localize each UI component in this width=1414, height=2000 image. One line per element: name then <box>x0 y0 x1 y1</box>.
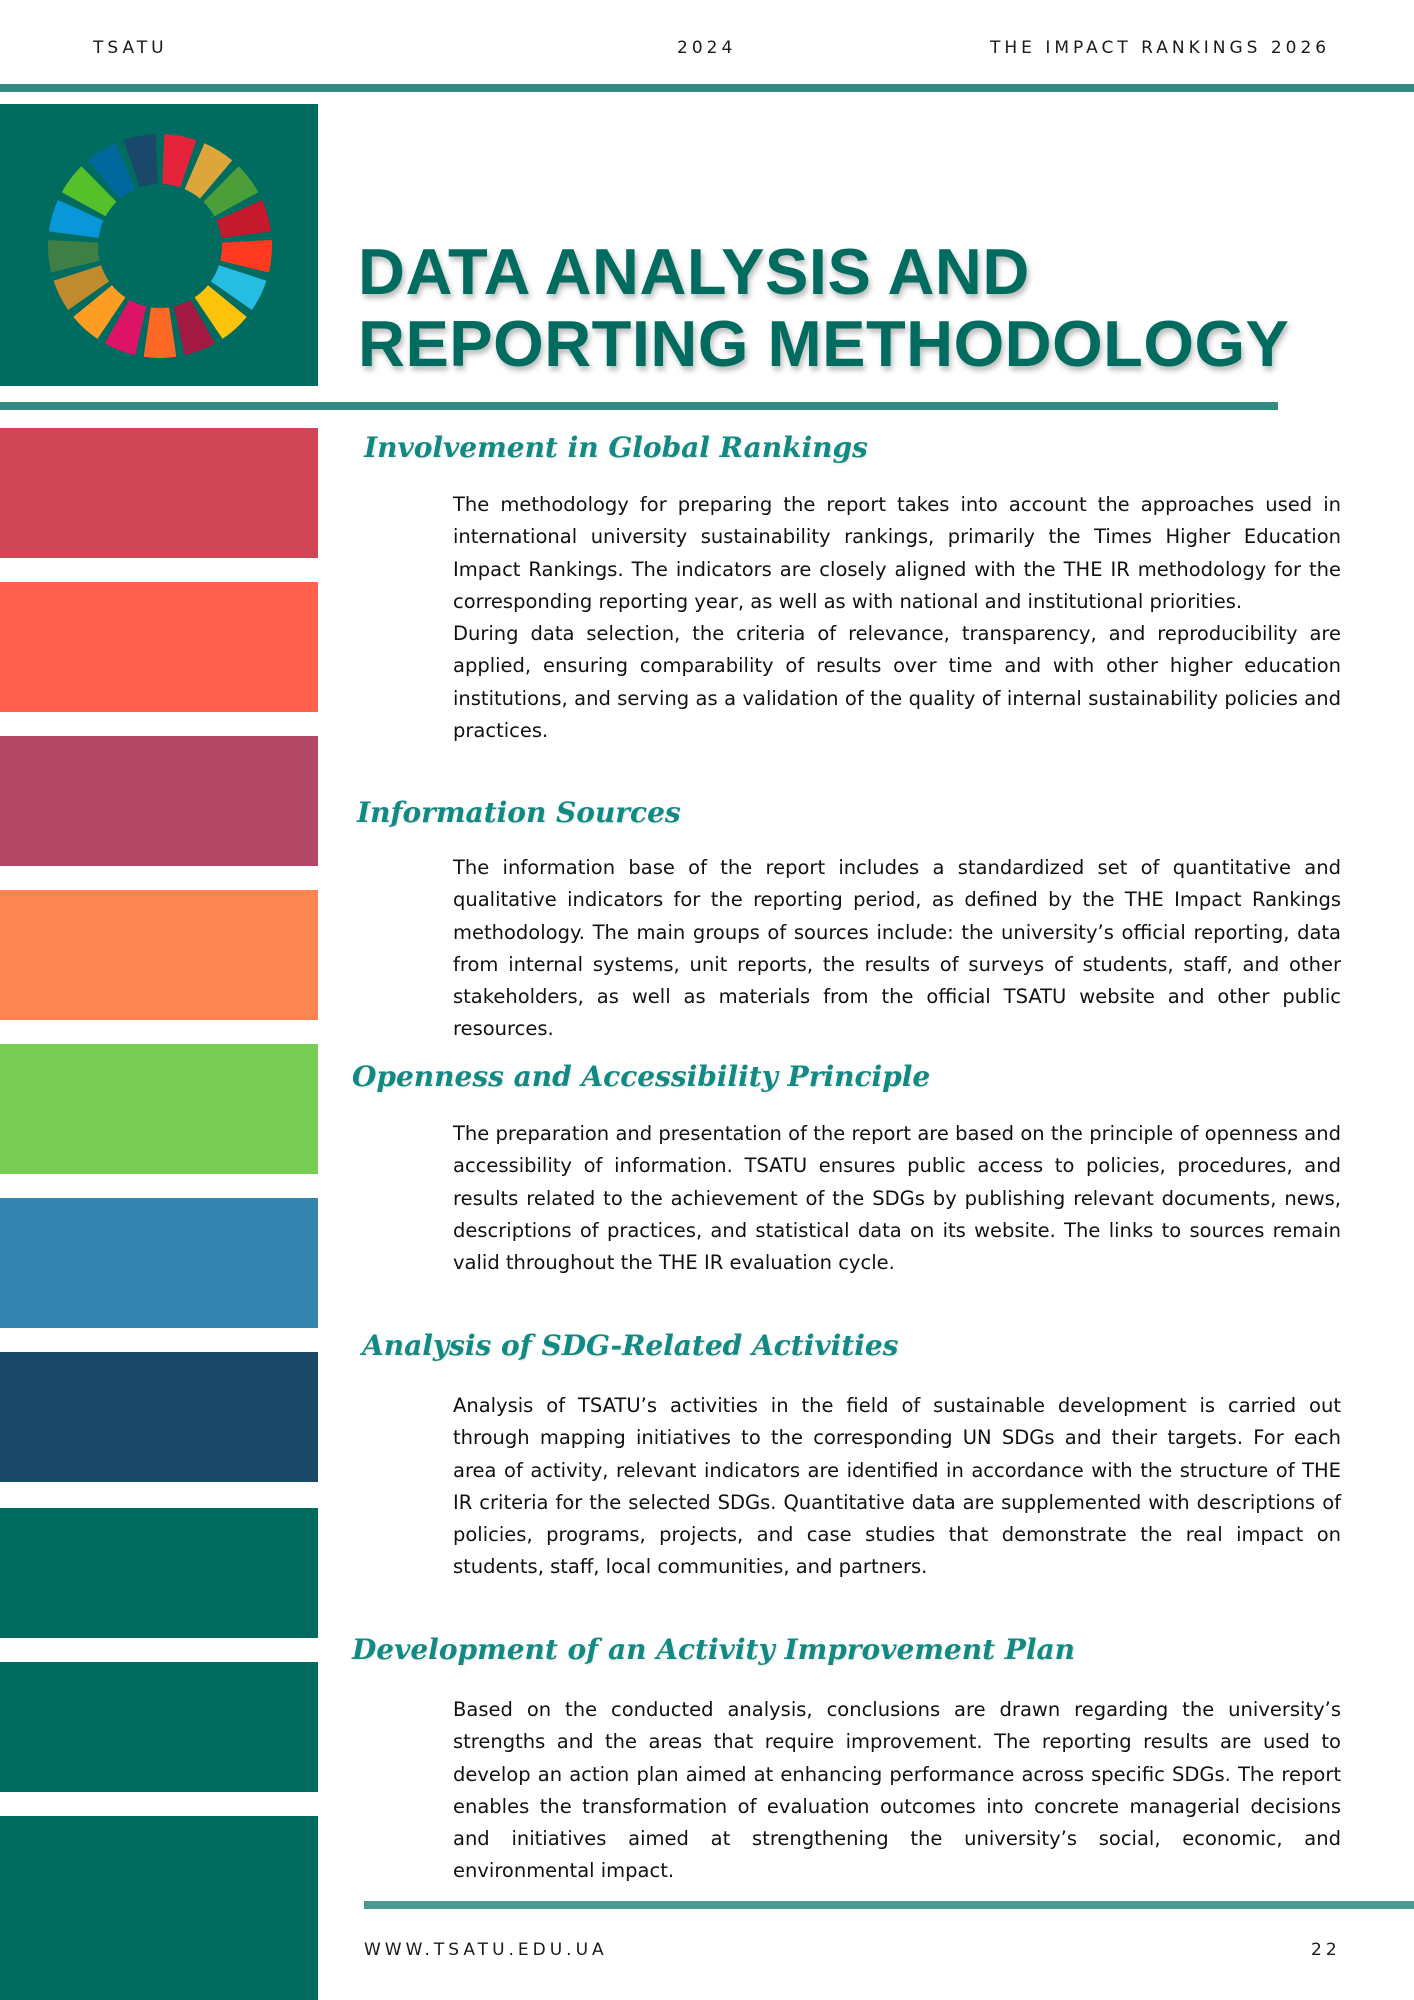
header-divider <box>0 84 1414 92</box>
section-heading-improvement-plan: Development of an Activity Improvement Plan <box>352 1633 1075 1666</box>
side-color-block <box>0 1508 318 1638</box>
paragraph: Based on the conducted analysis, conclusions are drawn regarding the university’s strengths and the areas that require improvement. The reporting results are used to develop an action plan aimed at enhancing performance across specific SDGs. The report enables the transformation of evaluation outcomes into concrete managerial decisions and initiatives aimed at strengthening the university’s social, economic, and environmental impact. <box>453 1698 1341 1883</box>
paragraph: During data selection, the criteria of relevance, transparency, and reproducibility are applied, ensuring comparability of results over time and with other higher education institutions, and serving as a validation of the quality of internal sustainability policies and practices. <box>453 622 1341 743</box>
side-color-block <box>0 1662 318 1792</box>
section-heading-global-rankings: Involvement in Global Rankings <box>364 431 868 464</box>
side-color-block <box>0 1198 318 1328</box>
paragraph: The information base of the report includes a standardized set of quantitative and qualitative indicators for the reporting period, as defined by the THE Impact Rankings methodology. The main groups of sources include: the university’s official reporting, data from internal systems, unit reports, the results of surveys of students, staff, and other stakeholders, as well as materials from the official TSATU website and other public resources. <box>453 856 1341 1041</box>
footer-website-link[interactable]: WWW.TSATU.EDU.UA <box>364 1940 608 1960</box>
side-color-block <box>0 736 318 866</box>
page-title-line-1: DATA ANALYSIS AND <box>358 235 1030 308</box>
section-heading-sdg-analysis: Analysis of SDG-Related Activities <box>362 1329 899 1362</box>
side-color-block <box>0 428 318 558</box>
page-title <box>358 236 1289 380</box>
section-body-openness <box>453 1118 1341 1279</box>
section-heading-openness: Openness and Accessibility Principle <box>352 1060 931 1093</box>
section-body-global-rankings <box>453 489 1341 747</box>
sdg-wheel-segment <box>220 240 272 273</box>
paragraph: The preparation and presentation of the report are based on the principle of openness and accessibility of information. TSATU ensures public access to policies, procedures, and results related to the achievement of the SDGs by publishing relevant documents, news, descriptions of practices, and statistical data on its website. The links to sources remain valid throughout the THE IR evaluation cycle. <box>453 1122 1341 1275</box>
header-ranking-title: THE IMPACT RANKINGS 2026 <box>990 38 1331 58</box>
page-title-line-2: REPORTING METHODOLOGY <box>358 307 1290 380</box>
side-color-block <box>0 1816 318 2000</box>
side-color-block <box>0 1352 318 1482</box>
section-body-information-sources <box>453 852 1341 1046</box>
section-body-sdg-analysis <box>453 1390 1341 1584</box>
side-color-block <box>0 582 318 712</box>
title-underline <box>0 402 1278 410</box>
page-number: 22 <box>1311 1940 1341 1960</box>
sdg-wheel-segment <box>144 307 177 358</box>
side-color-block <box>0 890 318 1020</box>
section-body-improvement-plan <box>453 1694 1341 1888</box>
section-heading-information-sources: Information Sources <box>357 796 681 829</box>
sdg-wheel-icon <box>48 134 272 358</box>
logo-panel <box>0 104 318 386</box>
footer-divider <box>364 1901 1414 1909</box>
header-year: 2024 <box>677 38 737 58</box>
paragraph: Analysis of TSATU’s activities in the field of sustainable development is carried out through mapping initiatives to the corresponding UN SDGs and their targets. For each area of activity, relevant indicators are identified in accordance with the structure of THE IR criteria for the selected SDGs. Quantitative data are supplemented with descriptions of policies, programs, projects, and case studies that demonstrate the real impact on students, staff, local communities, and partners. <box>453 1394 1341 1579</box>
sdg-wheel-segment <box>48 240 100 273</box>
header-institution: TSATU <box>93 38 168 58</box>
side-color-block <box>0 1044 318 1174</box>
paragraph: The methodology for preparing the report takes into account the approaches used in international university sustainability rankings, primarily the Times Higher Education Impact Rankings. The indicators are closely aligned with the THE IR methodology for the corresponding reporting year, as well as with national and institutional priorities. <box>453 493 1341 613</box>
